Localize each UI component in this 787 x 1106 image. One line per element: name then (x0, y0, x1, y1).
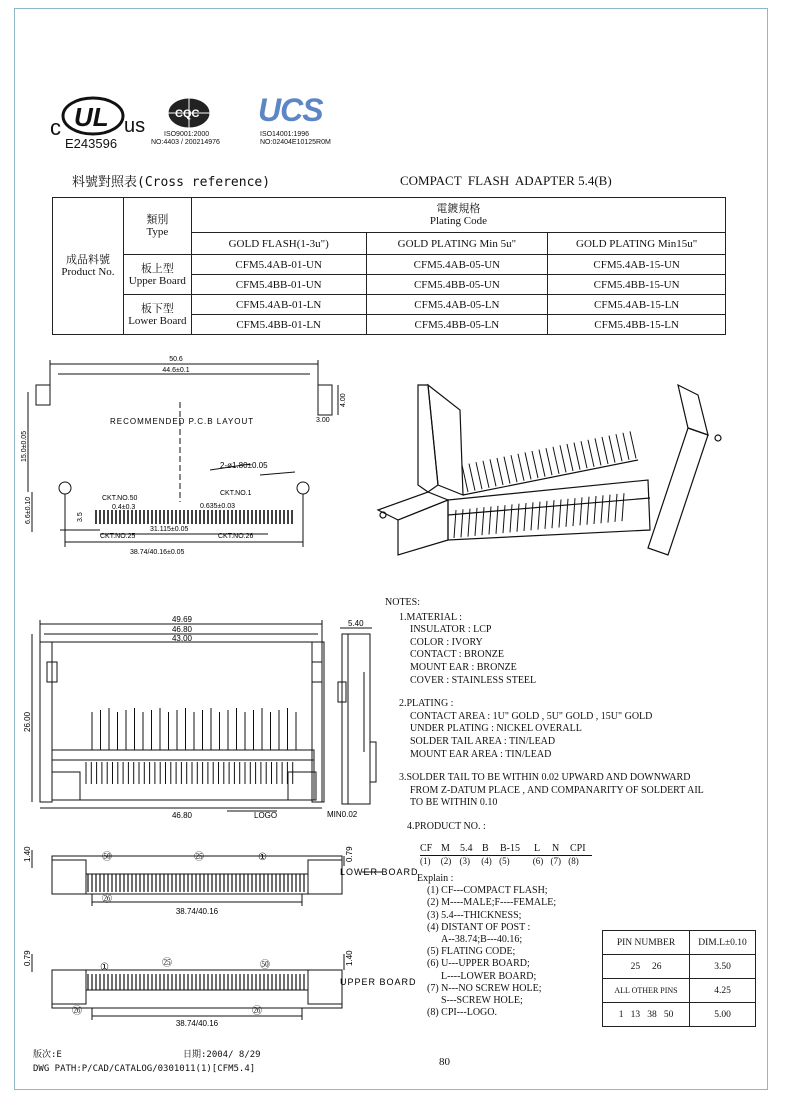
iso-tail (531, 502, 533, 530)
table-cell: CFM5.4AB-01-LN (191, 295, 366, 315)
code-num: (4) (481, 856, 492, 866)
front-bottom: 46.80 (171, 811, 193, 820)
iso-tail (538, 502, 540, 530)
material-5: COVER : STAINLESS STEEL (410, 674, 537, 686)
lower-board-type: 板下型 Lower Board (123, 295, 191, 335)
cqc-globe-icon (166, 96, 212, 130)
callout-8: ㉖ (72, 1006, 82, 1017)
connector-body (448, 480, 650, 540)
table-cell: CFM5.4BB-01-LN (191, 315, 366, 335)
iso-pin (574, 443, 580, 470)
dim-50-6: 50.6 (169, 356, 183, 363)
plating-3: SOLDER TAIL AREA : TIN/LEAD (410, 735, 556, 747)
explain-item: L----LOWER BOARD; (441, 970, 537, 982)
iso-pin (483, 461, 489, 488)
side-profile (342, 634, 370, 804)
layout-label: RECOMMENDED P.C.B LAYOUT (110, 417, 255, 426)
upper-board-view (22, 948, 422, 1030)
ul-c: c (50, 115, 61, 140)
plating-2: UNDER PLATING : NICKEL OVERALL (410, 723, 582, 735)
iso-pin (567, 444, 573, 471)
left-post (418, 385, 438, 492)
table-cell: CFM5.4BB-15-UN (548, 275, 726, 295)
table-cell: CFM5.4AB-05-UN (366, 255, 548, 275)
pcb-layout-drawing (20, 352, 350, 567)
right-post (648, 428, 708, 555)
upper-board-label: UPPER BOARD (340, 977, 417, 987)
plating-col-2: GOLD PLATING Min 5u" (366, 233, 548, 255)
notes-heading: NOTES: (385, 597, 420, 608)
code-num: (5) (499, 856, 510, 866)
ul-us: us (124, 115, 146, 137)
left-pad (36, 385, 50, 405)
iso-tail (517, 504, 519, 532)
span-31: 31.115±0.05 (150, 526, 189, 533)
explain-item: (4) DISTANT OF POST : (427, 921, 531, 933)
lower-board-label: LOWER BOARD (340, 867, 419, 877)
code-part: CPI (570, 843, 586, 854)
iso-pin (490, 459, 496, 486)
iso-tail (587, 497, 589, 525)
iso-pin (623, 433, 629, 460)
front-logo: LOGO (254, 811, 278, 820)
iso-tail (580, 497, 582, 525)
code-part: L (534, 843, 541, 854)
iso-pin (476, 462, 482, 489)
right-hole (297, 482, 309, 494)
iso-pin (511, 455, 517, 482)
iso-pin (525, 452, 531, 479)
front-pins (92, 708, 296, 750)
code-part: N (552, 843, 560, 854)
plating-4: MOUNT EAR AREA : TIN/LEAD (410, 748, 552, 760)
callout-9: ㉖ (252, 1006, 262, 1017)
iso-pin (504, 457, 510, 484)
dim-3-5: 3.5 (77, 512, 84, 522)
iso-tail (601, 495, 603, 523)
explain-item: S---SCREW HOLE; (441, 995, 523, 1007)
material-1: INSULATOR : LCP (410, 624, 492, 636)
iso-tail (496, 506, 498, 534)
left-hole (59, 482, 71, 494)
code-part: B-15 (500, 843, 520, 854)
cross-reference-title: 料號對照表(Cross reference) (72, 175, 271, 190)
ckt-26-label: CKT.NO.26 (218, 533, 254, 540)
lower-h: 1.40 (23, 846, 32, 862)
front-w1: 49.69 (171, 615, 193, 624)
iso-pin (595, 438, 601, 465)
table-cell: CFM5.4BB-15-LN (548, 315, 726, 335)
left-rail (40, 642, 52, 802)
iso-tail (594, 496, 596, 524)
product-code (420, 843, 594, 866)
explain-item: (8) CPI---LOGO. (427, 1007, 497, 1019)
iso-tail (510, 504, 512, 532)
plating-code-header: 電鍍規格 Plating Code (191, 198, 725, 233)
iso-tail (489, 507, 491, 535)
type-header: 類別 Type (123, 198, 191, 255)
front-side-width: 5.40 (348, 619, 364, 628)
iso-tail (615, 494, 617, 522)
callout-4: ㉖ (102, 894, 112, 905)
code-num: (6) (532, 856, 544, 866)
front-min: MIN0.02 (327, 810, 358, 819)
iso-pin (609, 436, 615, 463)
front-teeth (86, 762, 293, 784)
span-38: 38.74/40.16±0.05 (130, 549, 185, 556)
hole-callout: 2-ø1.80±0.05 (220, 461, 268, 470)
callout-5: ① (100, 962, 109, 973)
iso-tail (482, 507, 484, 535)
dim-44-6: 44.6±0.1 (162, 367, 190, 374)
pin-table-cell: ALL OTHER PINS (603, 979, 690, 1003)
upper-side: 1.40 (345, 950, 354, 966)
cqc-line1: ISO9001:2000 (164, 131, 210, 138)
explain-item: (1) CF---COMPACT FLASH; (427, 885, 548, 897)
notes (385, 597, 704, 834)
pin-table-cell: 25 26 (603, 955, 690, 979)
explain-item: (3) 5.4---THICKNESS; (427, 909, 522, 921)
iso-pin (469, 464, 475, 491)
iso-pin (518, 454, 524, 481)
note-3-line3: TO BE WITHIN 0.10 (410, 797, 498, 809)
iso-pin (630, 431, 636, 458)
upper-board-type: 板上型 Upper Board (123, 255, 191, 295)
pcb-pad-row (96, 510, 292, 524)
connector-pins (454, 431, 636, 538)
table-cell: CFM5.4AB-05-LN (366, 295, 548, 315)
cqc-line2: NO:4403 / 200214976 (151, 139, 220, 146)
code-num: (1) (420, 856, 431, 866)
plating-title: 2.PLATING : (399, 698, 454, 710)
upper-pins (88, 974, 304, 990)
footer-date: 日期:2004/ 8/29 (183, 1050, 261, 1060)
iso-tail (566, 499, 568, 527)
lower-board-view (22, 838, 422, 920)
footer-path: DWG PATH:P/CAD/CATALOG/0301011(1)[CFM5.4] (33, 1064, 256, 1074)
iso-pin (546, 448, 552, 475)
pin-table-cell: 3.50 (690, 955, 756, 979)
material-3: CONTACT : BRONZE (410, 649, 505, 661)
iso-pin (553, 447, 559, 474)
page-number: 80 (439, 1056, 450, 1068)
iso-tail (552, 500, 554, 528)
front-w2: 46.80 (171, 625, 193, 634)
code-part: B (482, 843, 489, 854)
iso-pin (581, 441, 587, 468)
ckt-1-label: CKT.NO.1 (220, 490, 252, 497)
table-cell: CFM5.4AB-15-UN (548, 255, 726, 275)
callout-3: ① (258, 852, 267, 863)
product-no-header: 成品料號 Product No. (53, 198, 124, 335)
dim-6-6: 6.6±0.10 (25, 496, 32, 524)
front-view-drawing (22, 612, 382, 822)
pin-table-cell: 4.25 (690, 979, 756, 1003)
code-num: (8) (568, 856, 579, 866)
callout-1: ㊿ (102, 852, 112, 863)
callout-7: ㊿ (260, 960, 270, 971)
explain-item: (2) M----MALE;F----FEMALE; (427, 897, 557, 909)
connector-isometric-drawing (368, 380, 738, 558)
iso-pin (602, 437, 608, 464)
lower-pins (88, 874, 304, 892)
lower-span: 38.74/40.16 (175, 907, 219, 916)
explain-title: Explain : (417, 873, 454, 884)
pin-table-head: DIM.L±0.10 (690, 931, 756, 955)
ucs-wordmark: UCS (258, 92, 323, 128)
callout-6: ㉕ (162, 958, 172, 969)
pin-dimension-table (602, 930, 756, 1027)
svg-text:UL: UL (74, 102, 109, 132)
iso-pin (588, 440, 594, 467)
callout-2: ㉕ (194, 852, 204, 863)
explain-item: (5) FLATING CODE; (427, 946, 516, 958)
table-cell: CFM5.4BB-05-LN (366, 315, 548, 335)
table-cell: CFM5.4AB-01-UN (191, 255, 366, 275)
explain-item: A--38.74;B---40.16; (441, 934, 523, 946)
plating-1: CONTACT AREA : 1U" GOLD , 5U" GOLD , 15U" GOLD (410, 710, 653, 722)
code-part: CF (420, 843, 433, 854)
explain-item: (6) U---UPPER BOARD; (427, 958, 530, 970)
ul-mark-icon (60, 96, 126, 136)
pin-table-head: PIN NUMBER (603, 931, 690, 955)
front-w3: 43.00 (171, 634, 193, 643)
footer-version: 版次:E (33, 1050, 62, 1060)
ckt-25-label: CKT.NO.25 (100, 533, 136, 540)
ucs-line1: ISO14001:1996 (260, 131, 310, 138)
plating-col-3: GOLD PLATING Min15u" (548, 233, 726, 255)
product-title: 4.PRODUCT NO. : (407, 820, 486, 832)
iso-tail (545, 501, 547, 529)
lower-side: 0.79 (345, 846, 354, 862)
document-title: COMPACT FLASH ADAPTER 5.4(B) (400, 173, 612, 188)
iso-pin (560, 445, 566, 472)
explain-list (417, 873, 556, 1019)
cross-reference-table (52, 197, 726, 335)
iso-tail (608, 495, 610, 523)
dim-15-0: 15.0±0.05 (21, 430, 28, 462)
front-height: 26.00 (23, 711, 32, 732)
note-3-line2: FROM Z-DATUM PLACE , AND COMPANARITY OF SOLDERT AIL (410, 784, 704, 796)
table-cell: CFM5.4AB-15-LN (548, 295, 726, 315)
explain-item: (7) N---NO SCREW HOLE; (427, 982, 542, 994)
ul-file-number: E243596 (65, 136, 118, 151)
front-body-top (52, 750, 314, 760)
code-num: (7) (550, 856, 561, 866)
code-num: (3) (459, 856, 471, 866)
dim-4-00: 4.00 (340, 393, 347, 407)
material-4: MOUNT EAR : BRONZE (410, 661, 517, 673)
ucs-line2: NO:02404E10125R0M (260, 139, 331, 146)
code-part: 5.4 (460, 843, 473, 854)
svg-text:CQC: CQC (175, 108, 200, 120)
note-3-line1: 3.SOLDER TAIL TO BE WITHIN 0.02 UPWARD AND DOWNWARD (399, 772, 691, 784)
pin-table-cell: 1 13 38 50 (603, 1003, 690, 1027)
dim-3-00: 3.00 (316, 417, 330, 424)
iso-tail (524, 503, 526, 531)
pin-table-cell: 5.00 (690, 1003, 756, 1027)
code-num: (2) (440, 856, 452, 866)
ckt-50-label: CKT.NO.50 (102, 495, 138, 502)
upper-h: 0.79 (23, 950, 32, 966)
code-parts (420, 843, 594, 854)
right-pad (318, 385, 332, 415)
table-cell: CFM5.4BB-01-UN (191, 275, 366, 295)
pitch-2: 0.635±0.03 (200, 503, 235, 510)
iso-pin (539, 450, 545, 477)
material-2: COLOR : IVORY (410, 636, 483, 648)
material-title: 1.MATERIAL : (399, 611, 462, 623)
table-cell: CFM5.4BB-05-UN (366, 275, 548, 295)
iso-pin (497, 458, 503, 485)
iso-pin (532, 451, 538, 478)
iso-tail (573, 498, 575, 526)
plating-col-1: GOLD FLASH(1-3u") (191, 233, 366, 255)
iso-tail (622, 493, 624, 521)
code-part: M (441, 843, 450, 854)
pitch-1: 0.4±0.3 (112, 504, 136, 511)
iso-tail (559, 500, 561, 528)
iso-pin (616, 434, 622, 461)
upper-span: 38.74/40.16 (175, 1019, 219, 1028)
code-nums (420, 855, 592, 866)
iso-tail (503, 505, 505, 533)
